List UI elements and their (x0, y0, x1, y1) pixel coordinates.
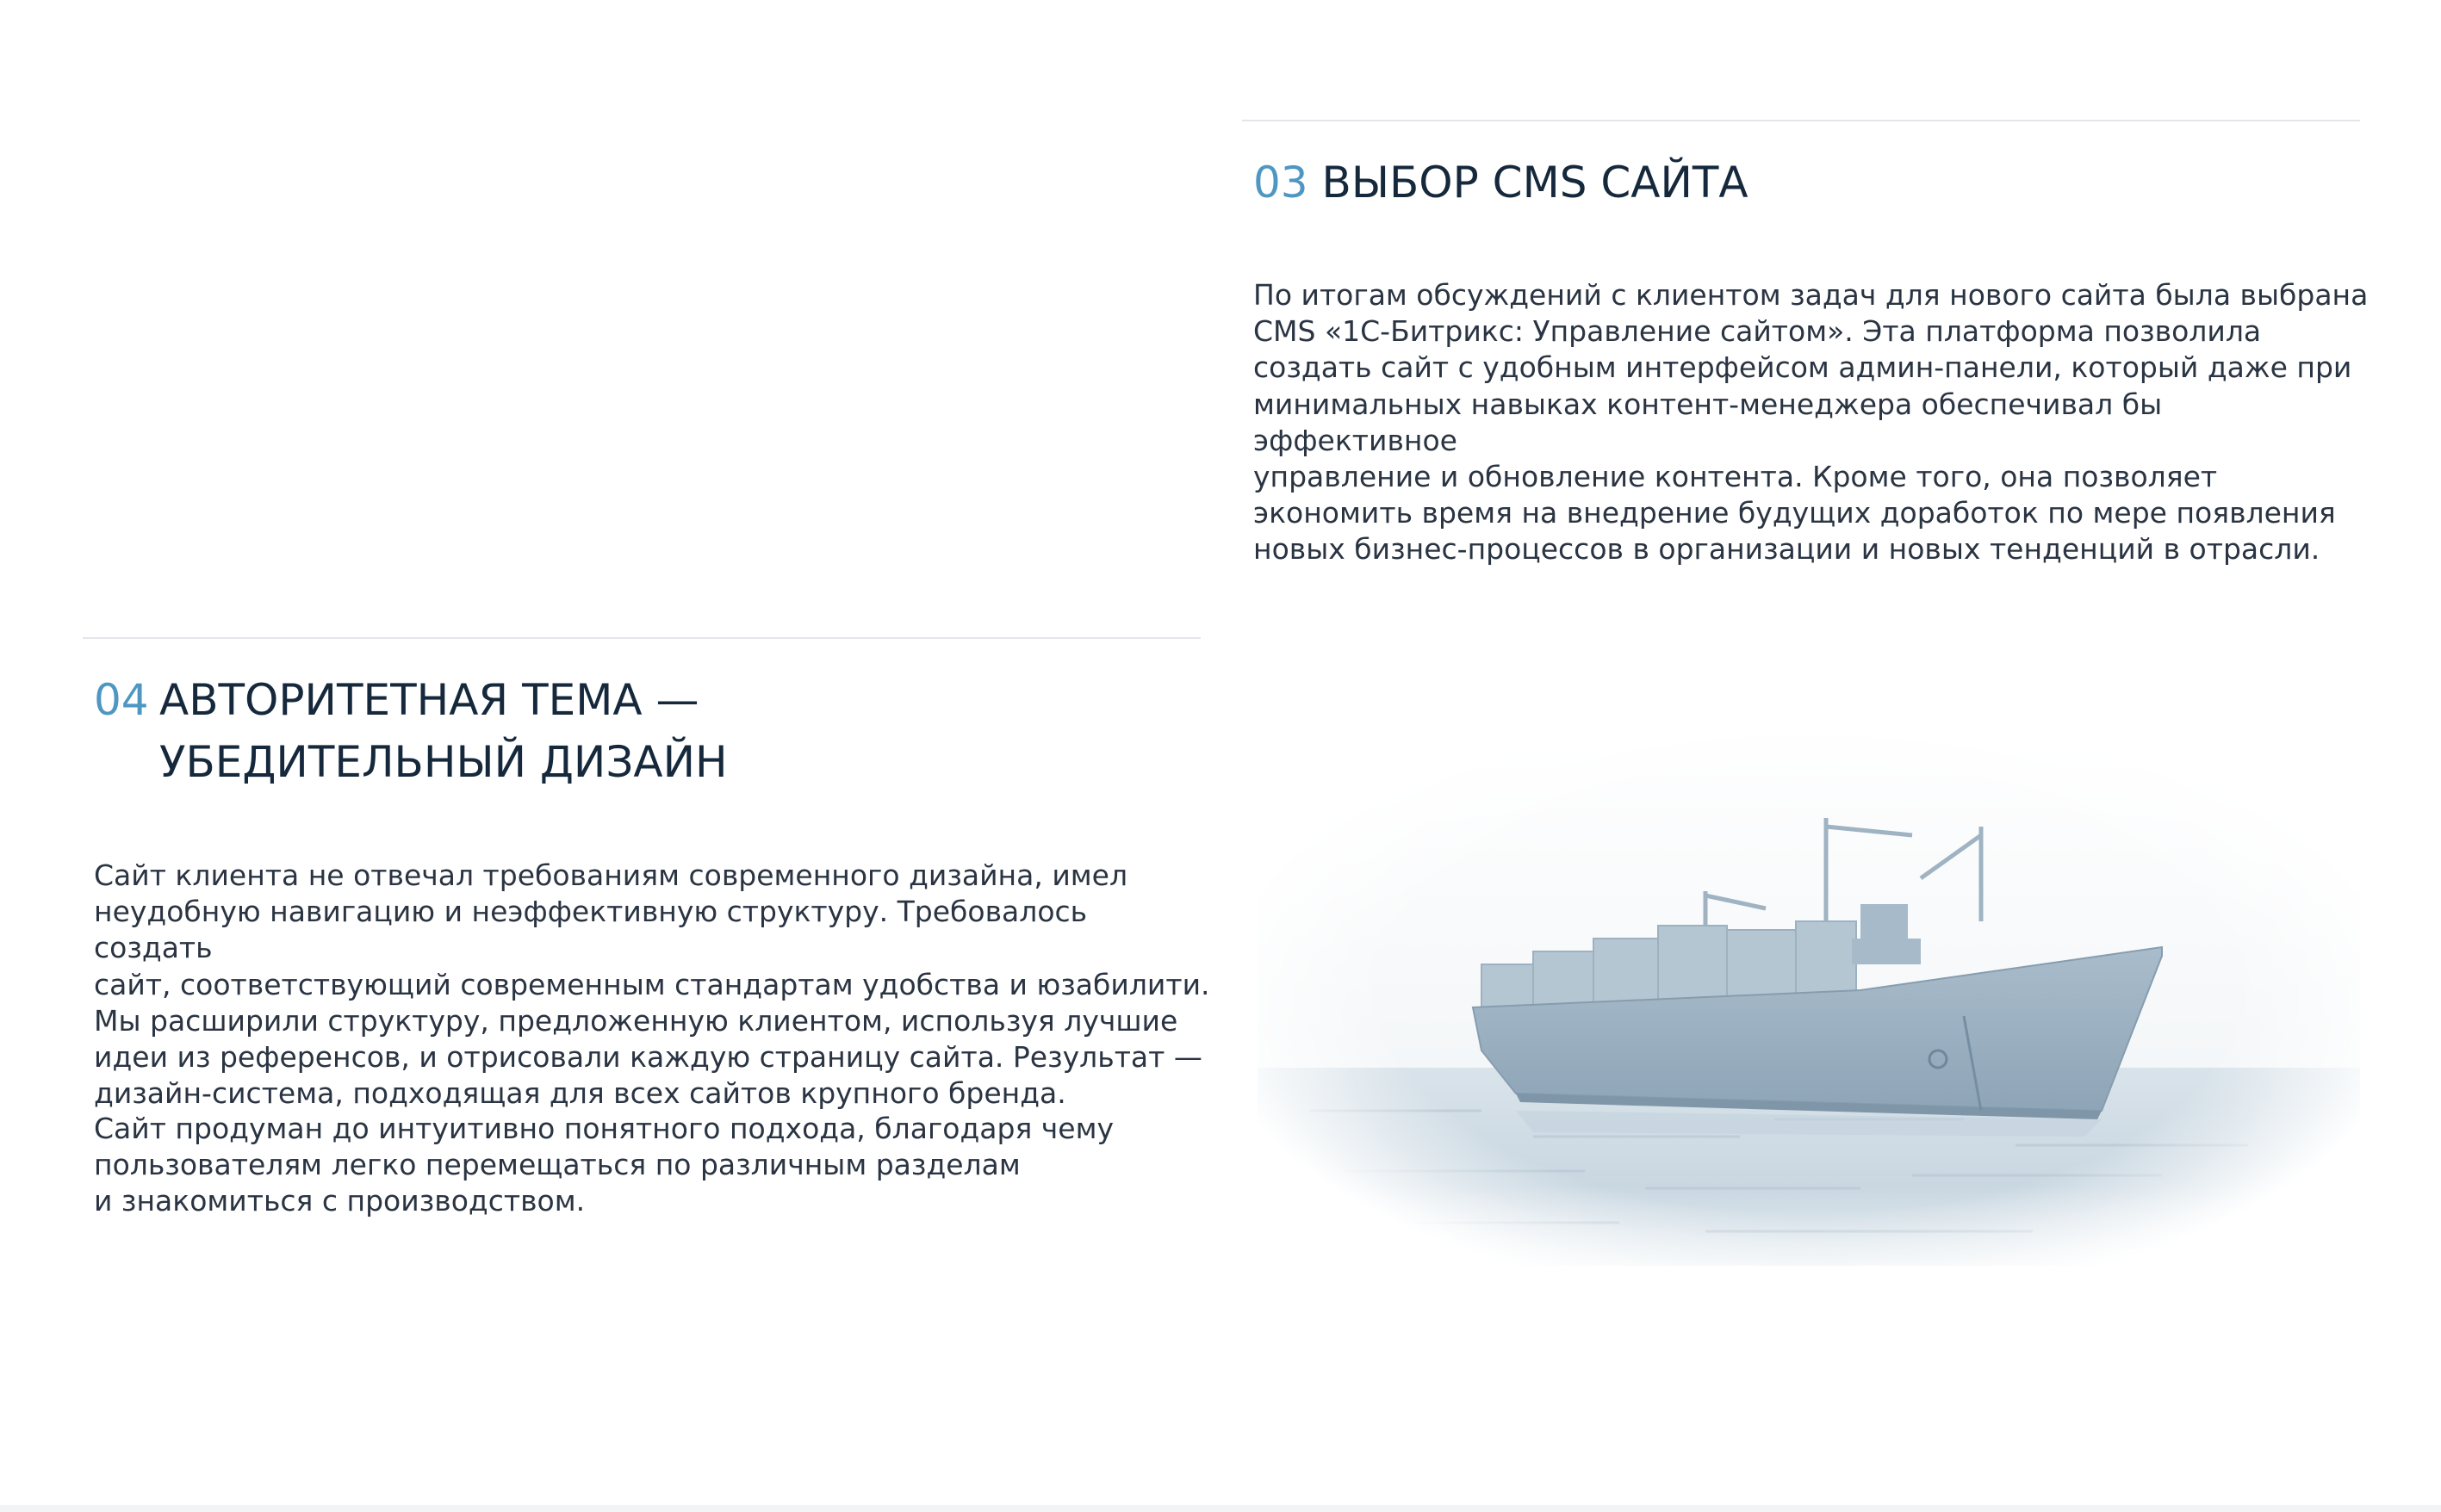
section-04-heading-line2 (159, 731, 728, 793)
section-04-body-paragraph-1: Сайт клиента не отвечал требованиям современного дизайна, имел неудобную навигацию и неэффективную структуру. Требовалось создать сайт, соответствующий современным стандартам удобства и юзабилити. Мы расширили структуру, предложенную клиентом, используя лучшие идеи из референсов, и отрисовали каждую страницу сайта. Результат — дизайн-система, подходящая для всех сайтов крупного бренда. (94, 858, 1210, 1111)
section-03-divider (1242, 120, 2360, 121)
section-03-title: ВЫБОР CMS САЙТА (1321, 158, 1748, 208)
bottom-border (0, 1505, 2441, 1512)
section-04-title-line2: УБЕДИТЕЛЬНЫЙ ДИЗАЙН (159, 737, 728, 787)
section-04-body-paragraph-2: Сайт продуман до интуитивно понятного подхода, благодаря чему пользователям легко перемещаться по различным разделам и знакомиться с производством. (94, 1112, 1115, 1218)
section-04-divider (83, 637, 1201, 639)
section-04-heading (94, 669, 699, 731)
section-04-number: 04 (94, 675, 149, 725)
section-04-title-line1: АВТОРИТЕТНАЯ ТЕМА — (159, 675, 699, 725)
section-03-number: 03 (1253, 158, 1308, 208)
section-03-heading (1253, 152, 1748, 214)
section-03-body: По итогам обсуждений с клиентом задач для нового сайта была выбрана CMS «1С-Битрикс: Управление сайтом». Эта платформа позволила создать сайт с удобным интерфейсом админ-панели, который даже при минимальных навыках контент-менеджера обеспечивал бы эффективное управление и обновление контента. Кроме того, она позволяет экономить время на внедрение будущих доработок по мере появления новых бизнес-процессов в организации и новых тенденций в отрасли. (1253, 278, 2369, 567)
container-ship-image (1258, 706, 2360, 1266)
